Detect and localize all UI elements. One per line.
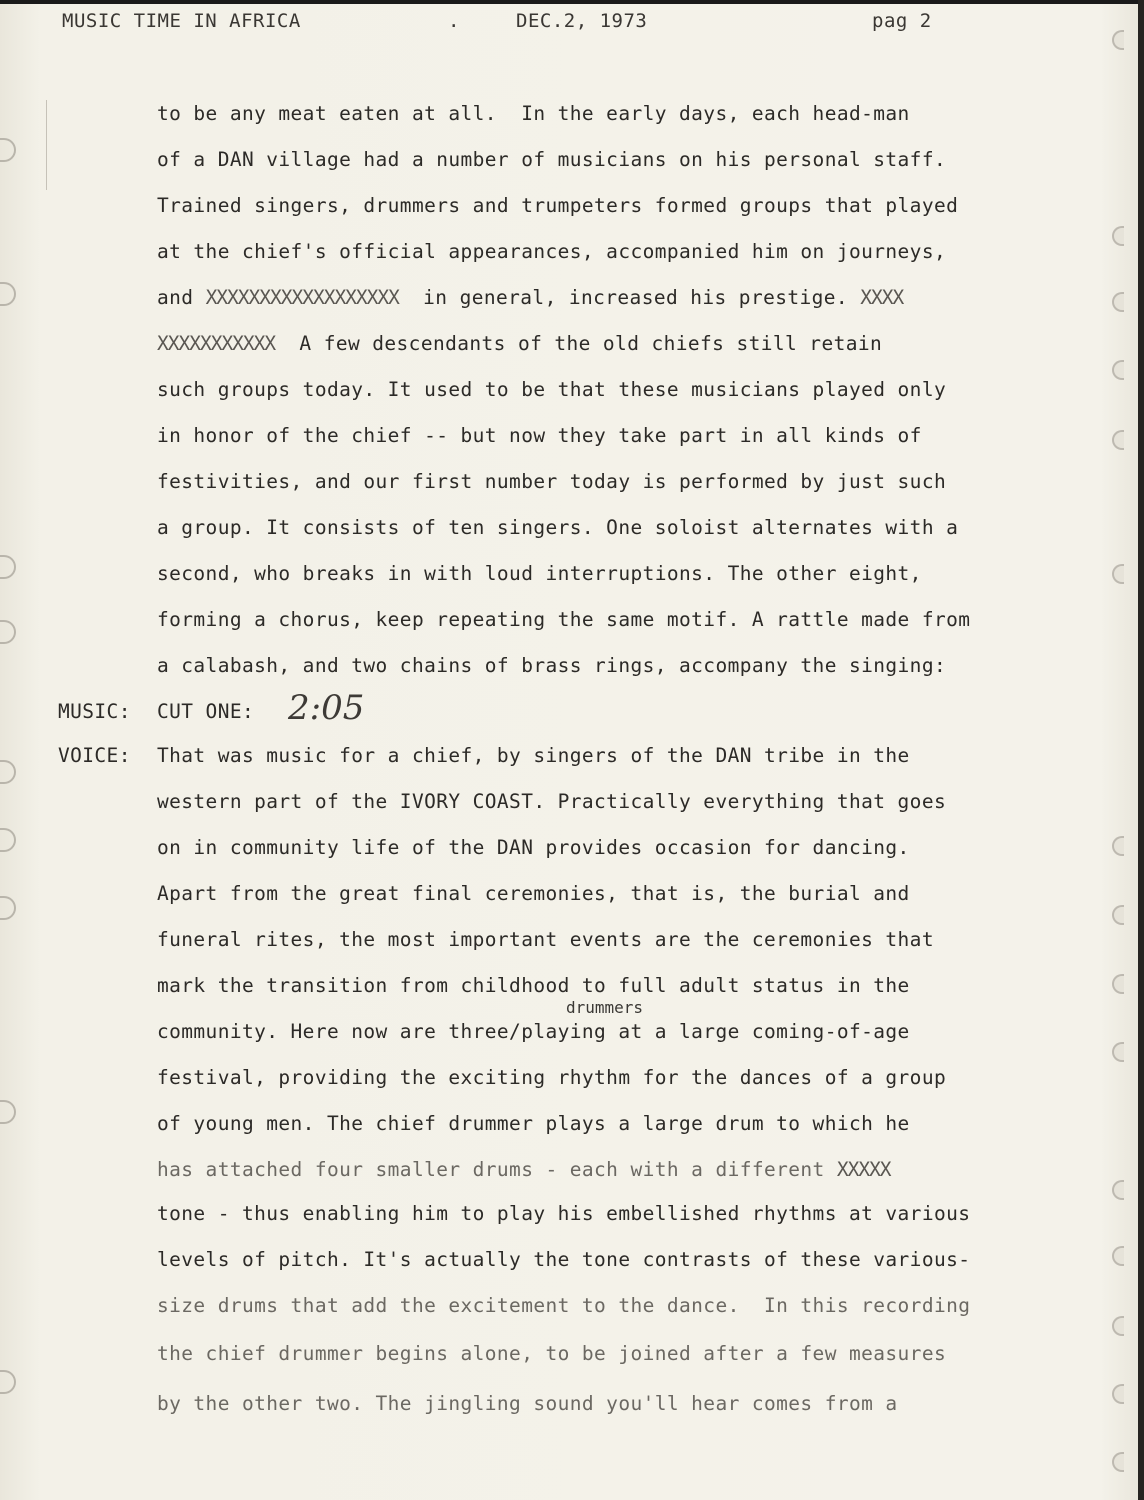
punch-hole (0, 620, 16, 644)
text-line: mark the transition from childhood to full adult status in the (157, 974, 910, 997)
punch-hole (1112, 1180, 1124, 1200)
punch-hole (1112, 430, 1124, 450)
header-title: MUSIC TIME IN AFRICA (62, 10, 301, 32)
strikeout-text: XXXX (860, 286, 904, 309)
text-line: at the chief's official appearances, accompanied him on journeys, (157, 240, 947, 263)
punch-hole (0, 760, 16, 784)
header-dot: . (448, 10, 460, 32)
text-line: of young men. The chief drummer plays a large drum to which he (157, 1112, 910, 1135)
text-line: second, who breaks in with loud interruptions. The other eight, (157, 562, 922, 585)
header-page-number: pag 2 (872, 10, 932, 32)
text-line: Trained singers, drummers and trumpeters formed groups that played (157, 194, 959, 217)
text-line: a group. It consists of ten singers. One soloist alternates with a (157, 516, 959, 539)
text-segment: has attached four smaller drums - each with a different (157, 1158, 837, 1181)
text-line: by the other two. The jingling sound you'll hear comes from a (157, 1392, 898, 1415)
punch-hole (1112, 1042, 1124, 1062)
punch-hole (0, 1100, 16, 1124)
punch-hole (1112, 30, 1124, 50)
punch-hole (1112, 1316, 1124, 1336)
music-cue-text: CUT ONE: (157, 700, 255, 723)
punch-hole (0, 555, 16, 579)
text-line: funeral rites, the most important events are the ceremonies that (157, 928, 934, 951)
punch-hole (1112, 226, 1124, 246)
text-line: in honor of the chief -- but now they take part in all kinds of (157, 424, 922, 447)
margin-fold-mark (46, 100, 47, 190)
text-segment: and (157, 286, 206, 309)
punch-hole (1112, 836, 1124, 856)
punch-hole (0, 1370, 16, 1394)
text-line: festival, providing the exciting rhythm for the dances of a group (157, 1066, 947, 1089)
text-line: western part of the IVORY COAST. Practically everything that goes (157, 790, 947, 813)
text-line-with-strikeout (157, 332, 882, 355)
punch-hole (1112, 1246, 1124, 1266)
text-line: on in community life of the DAN provides occasion for dancing. (157, 836, 910, 859)
text-line: of a DAN village had a number of musicians on his personal staff. (157, 148, 947, 171)
text-line: size drums that add the excitement to the dance. In this recording (157, 1294, 971, 1317)
punch-hole (1112, 905, 1124, 925)
text-line: a calabash, and two chains of brass rings, accompany the singing: (157, 654, 947, 677)
text-line: festivities, and our first number today is performed by just such (157, 470, 947, 493)
text-line: tone - thus enabling him to play his embellished rhythms at various (157, 1202, 971, 1225)
header-date: DEC.2, 1973 (516, 10, 648, 32)
punch-hole (0, 282, 16, 306)
text-line: Apart from the great final ceremonies, that is, the burial and (157, 882, 910, 905)
music-cue-label: MUSIC: (58, 700, 131, 723)
text-line: to be any meat eaten at all. In the early days, each head-man (157, 102, 910, 125)
punch-hole (0, 896, 16, 920)
interlinear-insertion: drummers (566, 998, 644, 1017)
punch-hole (1112, 974, 1124, 994)
strikeout-text: XXXXXXXXXXXXXXXXXX (205, 286, 399, 309)
punch-hole (1112, 1384, 1124, 1404)
text-line: That was music for a chief, by singers of the DAN tribe in the (157, 744, 910, 767)
text-line: such groups today. It used to be that these musicians played only (157, 378, 947, 401)
punch-hole (1112, 1452, 1124, 1472)
text-segment: A few descendants of the old chiefs still retain (275, 332, 883, 355)
handwritten-duration: 2:05 (288, 688, 365, 728)
punch-hole (1112, 564, 1124, 584)
page-top-edge (0, 0, 1144, 4)
text-line: forming a chorus, keep repeating the same motif. A rattle made from (157, 608, 971, 631)
voice-cue-label: VOICE: (58, 744, 131, 767)
page-right-edge (1138, 0, 1144, 1500)
punch-hole (1112, 292, 1124, 312)
text-line: the chief drummer begins alone, to be joined after a few measures (157, 1342, 947, 1365)
punch-hole (0, 828, 16, 852)
text-line-with-strikeout (157, 286, 903, 309)
page-header (62, 10, 1082, 40)
text-segment: in general, increased his prestige. (398, 286, 861, 309)
text-line: levels of pitch. It's actually the tone contrasts of these various- (157, 1248, 971, 1271)
strikeout-text: XXXXX (836, 1158, 891, 1181)
text-line-with-strikeout (157, 1158, 891, 1181)
punch-hole (0, 138, 16, 162)
text-line: community. Here now are three/playing at a large coming-of-age (157, 1020, 910, 1043)
punch-hole (1112, 360, 1124, 380)
strikeout-text: XXXXXXXXXXX (157, 332, 276, 355)
